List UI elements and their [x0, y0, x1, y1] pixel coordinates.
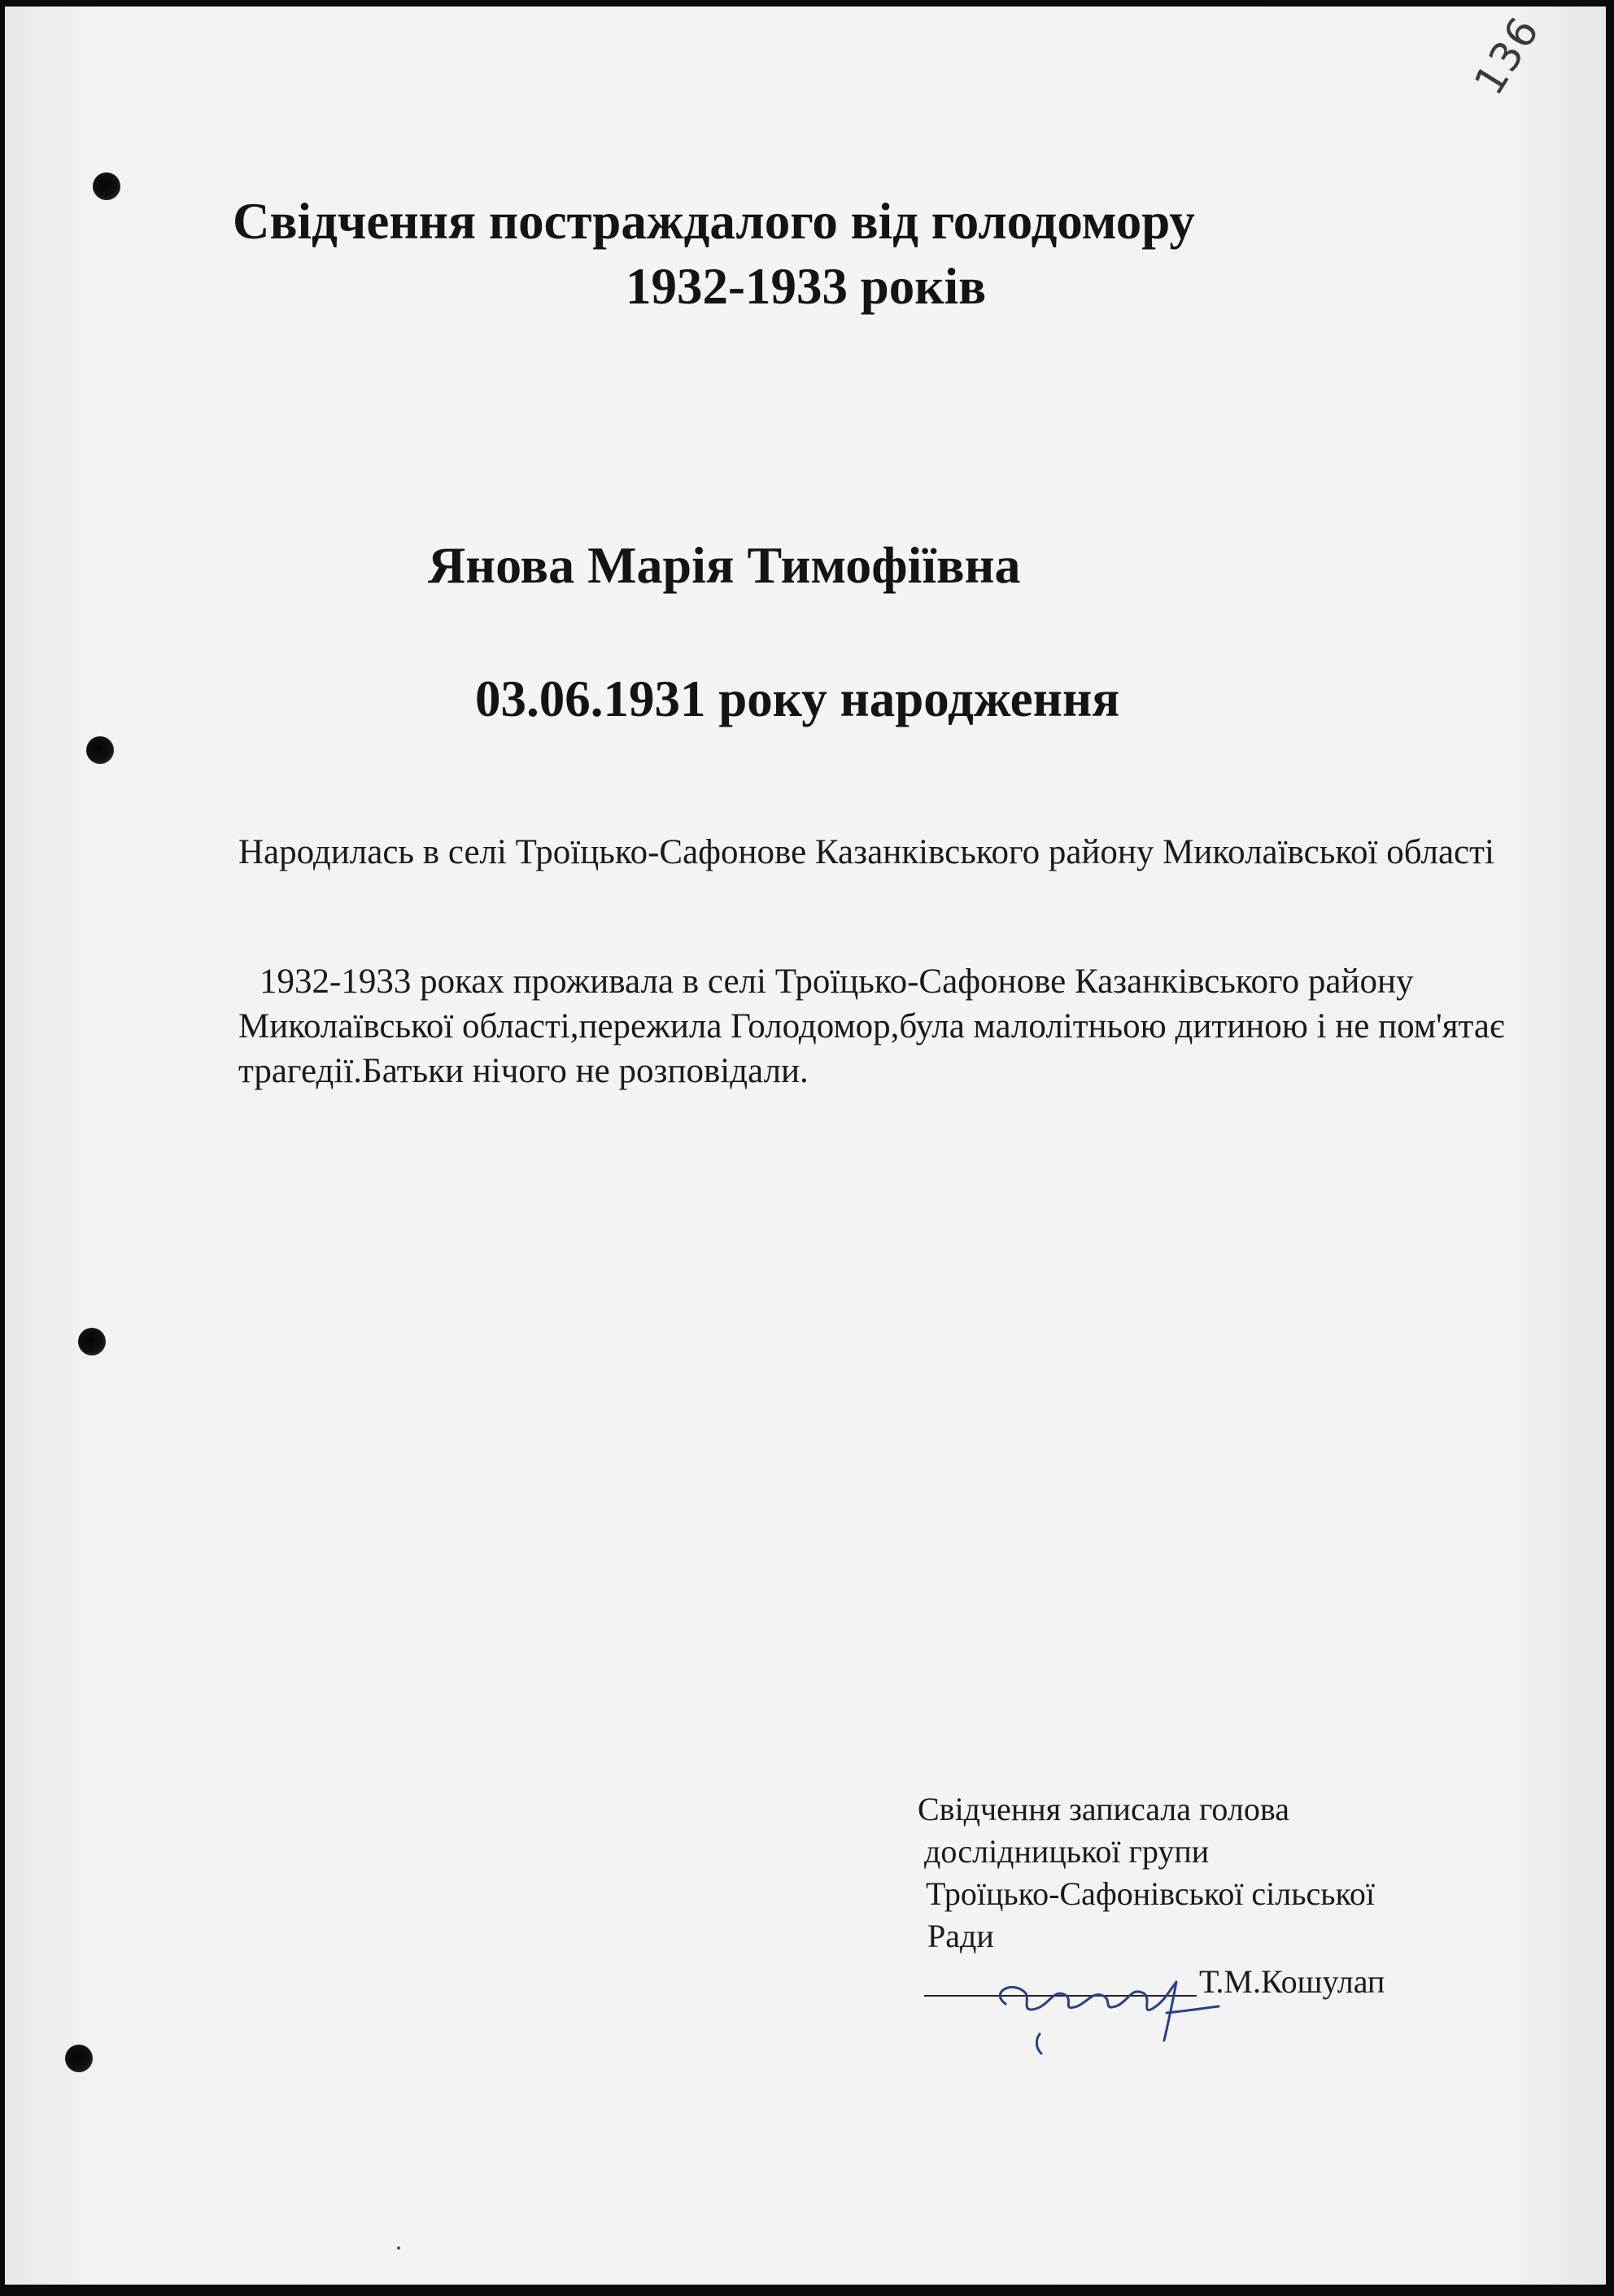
handwritten-signature-icon: [981, 1959, 1225, 2057]
title-line-2: 1932-1933 років: [626, 258, 987, 315]
title-line-1: Свідчення постраждалого від голодомору: [233, 193, 1195, 250]
witness-name: Янова Марія Тимофіївна: [428, 536, 1021, 594]
signature-line-4: Ради: [927, 1918, 994, 1954]
signer-name: Т.М.Кошулап: [1199, 1963, 1385, 2000]
signature-line-3: Троїцько-Сафонівської сільської: [926, 1875, 1376, 1912]
handwritten-page-number: 136: [1465, 7, 1549, 103]
paragraph-birthplace: Народилась в селі Троїцько-Сафонове Казанківського району Миколаївської області: [238, 833, 1494, 871]
punch-hole: [65, 2045, 93, 2072]
punch-hole: [86, 736, 114, 764]
birth-date: 03.06.1931 року народження: [475, 670, 1120, 727]
document-title: [233, 189, 1290, 319]
document-page: [5, 7, 1606, 2285]
punch-hole: [93, 172, 120, 200]
testimony-text: 1932-1933 роках проживала в селі Троїцько-Сафонове Казанківського району Миколаївської області,пережила Голодомор,була малолітньою дитиною і не пом'ятає трагедії.Батьки нічого не розповідали.: [238, 962, 1505, 1090]
paragraph-testimony: [238, 959, 1507, 1093]
paper-speck: [397, 2246, 400, 2250]
signature-line-1: Свідчення записала голова: [918, 1791, 1289, 1827]
punch-hole: [78, 1328, 106, 1355]
signature-line-2: дослідницької групи: [924, 1833, 1210, 1870]
